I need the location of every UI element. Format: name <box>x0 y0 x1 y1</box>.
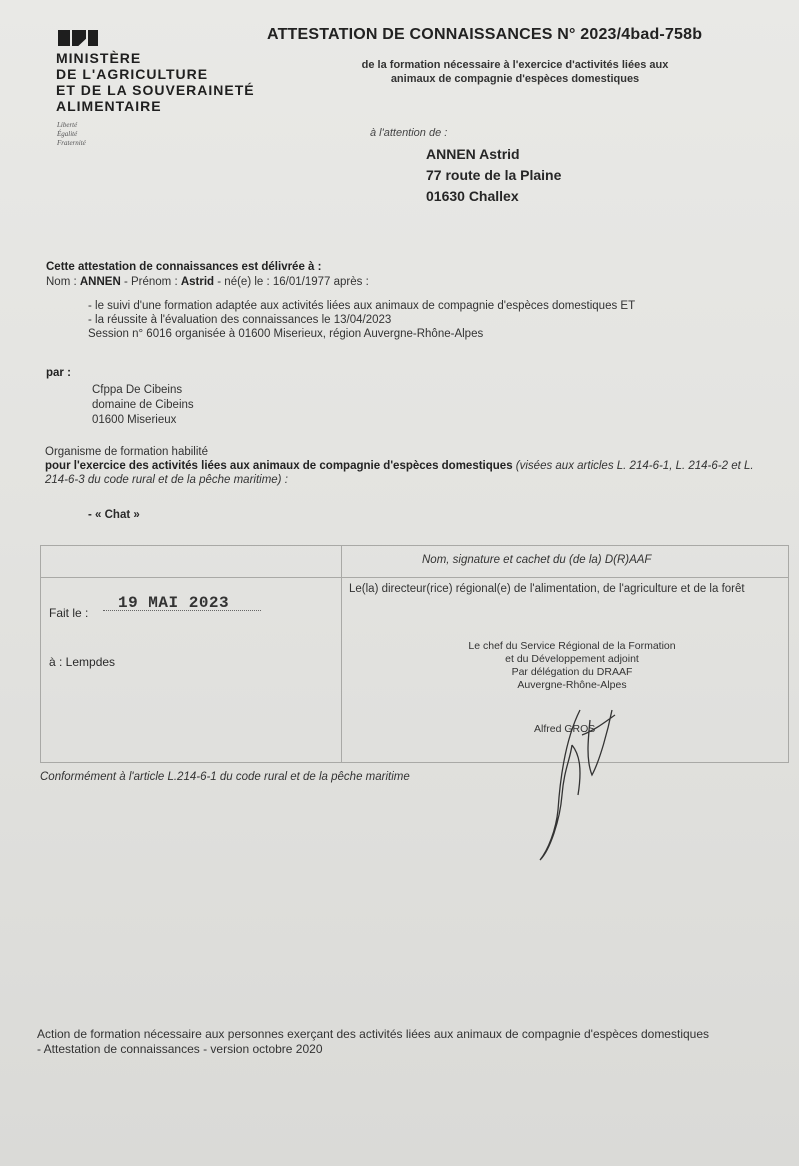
requirement-item: - le suivi d'une formation adaptée aux activités liées aux animaux de compagnie d'espèces domestiques ET <box>88 300 636 312</box>
stamp-line: Le chef du Service Régional de la Formation <box>468 640 676 652</box>
ministry-line: MINISTÈRE <box>56 50 142 66</box>
prenom-value: Astrid <box>180 276 215 288</box>
accreditation-text <box>45 445 775 487</box>
subtitle-line: de la formation nécessaire à l'exercice d'activités liées aux <box>361 59 669 71</box>
recipient-name: ANNEN Astrid <box>426 146 520 162</box>
holder-identity <box>46 276 369 288</box>
accreditation-line: Organisme de formation habilité <box>45 446 208 458</box>
stamp-line: Auvergne-Rhône-Alpes <box>517 679 627 691</box>
fait-le-label: Fait le : <box>49 606 89 620</box>
ministry-line: ALIMENTAIRE <box>56 98 162 114</box>
requirements-list <box>88 299 635 341</box>
official-stamp <box>432 640 712 692</box>
subtitle-line: animaux de compagnie d'espèces domestiques <box>390 73 640 85</box>
ministry-line: ET DE LA SOUVERAINETÉ <box>56 82 255 98</box>
director-title: Le(la) directeur(rice) régional(e) de l'alimentation, de l'agriculture et de la forêt <box>349 583 745 595</box>
marianne-logo <box>58 30 98 48</box>
training-organization <box>92 383 194 428</box>
accreditation-bold: pour l'exercice des activités liées aux animaux de compagnie d'espèces domestiques <box>45 460 513 472</box>
signature-header: Nom, signature et cachet du (de la) D(R)AAF <box>422 554 652 566</box>
birth-text: - né(e) le : 16/01/1977 après : <box>214 276 369 288</box>
activity-item: - « Chat » <box>88 509 140 521</box>
signature-table-corner <box>41 546 342 578</box>
requirement-item: - la réussite à l'évaluation des connaissances le 13/04/2023 <box>88 314 392 326</box>
delivered-to-heading: Cette attestation de connaissances est délivrée à : <box>46 261 322 273</box>
motto-line: Fraternité <box>57 139 86 147</box>
footer-line: - Attestation de connaissances - version octobre 2020 <box>37 1042 323 1056</box>
stamp-line: Par délégation du DRAAF <box>511 666 633 678</box>
signature-header-cell <box>342 546 789 578</box>
ministry-name <box>56 50 255 114</box>
place-label: à : Lempdes <box>49 655 116 669</box>
org-line: domaine de Cibeins <box>92 399 194 411</box>
par-label: par : <box>46 367 71 379</box>
recipient-street: 77 route de la Plaine <box>426 167 562 183</box>
recipient-city: 01630 Challex <box>426 188 519 204</box>
org-line: Cfppa De Cibeins <box>92 384 183 396</box>
nom-value: ANNEN <box>79 276 121 288</box>
session-info: Session n° 6016 organisée à 01600 Miserieux, région Auvergne-Rhône-Alpes <box>88 328 484 340</box>
motto-line: Liberté <box>57 121 78 129</box>
accreditation-articles: (visées aux articles L. 214-6-1, L. 214-6-2 et L. 214-6-3 du code rural et de la pêche maritime) : <box>45 460 754 486</box>
motto-line: Égalité <box>57 130 78 138</box>
nom-label: Nom : <box>46 276 80 288</box>
page-footer <box>37 1027 799 1057</box>
document-title: ATTESTATION DE CONNAISSANCES N° 2023/4bad-758b <box>267 26 703 43</box>
document-subtitle <box>305 58 725 86</box>
signatory-name: Alfred GROS <box>534 723 596 735</box>
date-stamp: 19 MAI 2023 <box>118 594 230 612</box>
conformity-note: Conformément à l'article L.214-6-1 du code rural et de la pêche maritime <box>40 771 410 783</box>
org-line: 01600 Miserieux <box>92 414 177 426</box>
prenom-label: - Prénom : <box>120 276 181 288</box>
footer-line: Action de formation nécessaire aux personnes exerçant des activités liées aux animaux de compagnie d'espèces domestiques <box>37 1027 710 1041</box>
ministry-line: DE L'AGRICULTURE <box>56 66 209 82</box>
stamp-line: et du Développement adjoint <box>505 653 639 665</box>
attention-label: à l'attention de : <box>370 127 448 139</box>
handwritten-signature <box>520 700 630 870</box>
recipient-address <box>426 144 561 207</box>
republic-motto <box>57 121 86 148</box>
